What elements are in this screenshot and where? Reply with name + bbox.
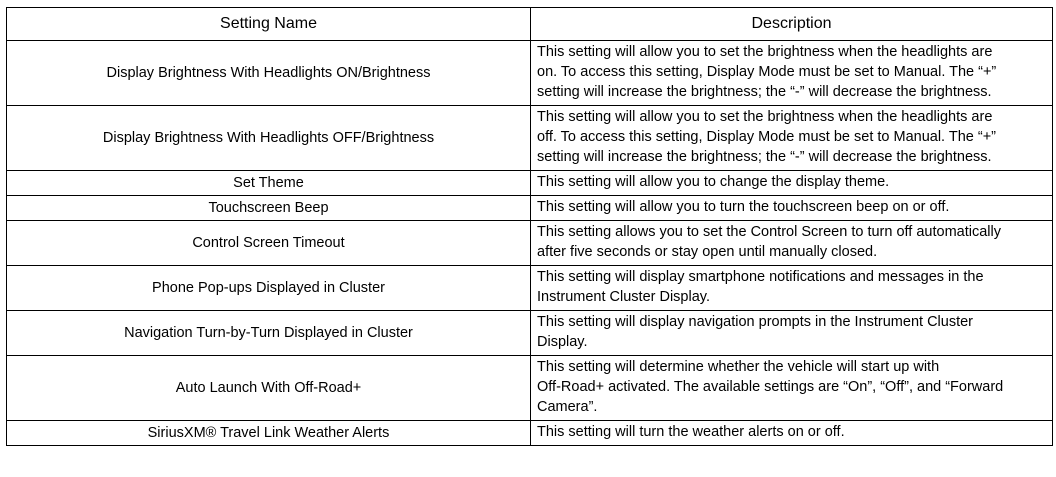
description-line: This setting will display smartphone notifications and messages in the: [537, 269, 984, 285]
table-row: [7, 106, 1053, 171]
column-header-description: Description: [531, 8, 1053, 41]
description-line: This setting will allow you to set the brightness when the headlights are: [537, 109, 993, 125]
table-header-row: [7, 8, 1053, 41]
setting-name-cell: Auto Launch With Off-Road+: [7, 356, 531, 421]
setting-description-cell: [531, 356, 1053, 421]
setting-name-cell: Navigation Turn-by-Turn Displayed in Cluster: [7, 311, 531, 356]
table-row: [7, 356, 1053, 421]
setting-description-cell: [531, 421, 1053, 446]
description-line: This setting will allow you to set the brightness when the headlights are: [537, 44, 993, 60]
description-line: Instrument Cluster Display.: [537, 289, 710, 305]
description-line: after five seconds or stay open until manually closed.: [537, 244, 878, 260]
setting-name-cell: SiriusXM® Travel Link Weather Alerts: [7, 421, 531, 446]
table-row: [7, 221, 1053, 266]
description-line: This setting will turn the weather alerts on or off.: [537, 424, 845, 440]
setting-description-cell: [531, 171, 1053, 196]
table-body: [7, 41, 1053, 446]
setting-name-cell: Display Brightness With Headlights OFF/Brightness: [7, 106, 531, 171]
description-line: Display.: [537, 334, 588, 350]
table-row: [7, 196, 1053, 221]
setting-description-cell: [531, 196, 1053, 221]
description-line: setting will increase the brightness; the “-” will decrease the brightness.: [537, 149, 992, 165]
description-line: setting will increase the brightness; the “-” will decrease the brightness.: [537, 84, 992, 100]
setting-description-cell: [531, 106, 1053, 171]
setting-description-cell: [531, 221, 1053, 266]
table-row: [7, 311, 1053, 356]
setting-description-cell: [531, 311, 1053, 356]
setting-description-cell: [531, 266, 1053, 311]
settings-table: [6, 7, 1053, 446]
table-row: [7, 41, 1053, 106]
description-line: Camera”.: [537, 399, 598, 415]
description-line: This setting will allow you to turn the touchscreen beep on or off.: [537, 199, 950, 215]
table-row: [7, 421, 1053, 446]
setting-name-cell: Display Brightness With Headlights ON/Brightness: [7, 41, 531, 106]
column-header-setting-name: Setting Name: [7, 8, 531, 41]
setting-name-cell: Set Theme: [7, 171, 531, 196]
description-line: This setting allows you to set the Control Screen to turn off automatically: [537, 224, 1001, 240]
description-line: This setting will determine whether the vehicle will start up with: [537, 359, 940, 375]
setting-name-cell: Control Screen Timeout: [7, 221, 531, 266]
setting-name-cell: Touchscreen Beep: [7, 196, 531, 221]
setting-name-cell: Phone Pop-ups Displayed in Cluster: [7, 266, 531, 311]
description-line: off. To access this setting, Display Mode must be set to Manual. The “+”: [537, 129, 996, 145]
description-line: on. To access this setting, Display Mode must be set to Manual. The “+”: [537, 64, 997, 80]
description-line: This setting will allow you to change the display theme.: [537, 174, 890, 190]
table-row: [7, 266, 1053, 311]
table-row: [7, 171, 1053, 196]
description-line: Off-Road+ activated. The available settings are “On”, “Off”, and “Forward: [537, 379, 1004, 395]
setting-description-cell: [531, 41, 1053, 106]
description-line: This setting will display navigation prompts in the Instrument Cluster: [537, 314, 973, 330]
